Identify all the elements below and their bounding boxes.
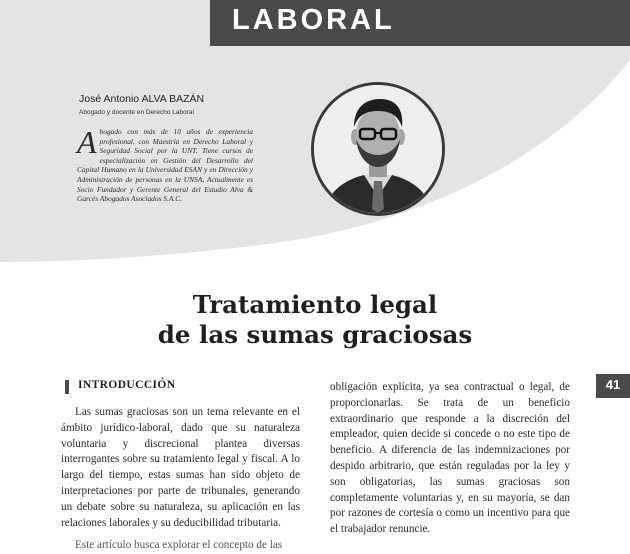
bio-text: bogado con más de 10 años de experiencia profesional, con Maestría en Derecho Laboral y Seguridad Social por la UNT. Tiene cursos de especialización en Gestión del Desarrollo del Capital Humano en la Universidad ESAN y en Dirección y Administración de personas en la UNSA, Actualmente es Socio Fundador y Gerente General del Estudio Alva & Garcés Abogados Asociados S.A.C. [77,127,253,204]
intro-heading-marker [65,380,69,394]
intro-heading: INTRODUCCIÓN [78,379,176,391]
author-bio [77,124,253,204]
body-left-paragraph: Las sumas graciosas son un tema relevante en el ámbito jurídico-laboral, dado que su naturaleza voluntaria y discrecional plantea diversas interrogantes sobre su tratamiento legal y fiscal. A lo largo del tiempo, estas sumas han sido objeto de interpretaciones por parte de tribunales, generando un debate sobre su naturaleza, su aplicación en las relaciones laborales y su deducibilidad tributaria. [61,406,300,529]
body-left-next-line: Este artículo busca explorar el concepto de las [75,539,283,551]
article-title [0,290,630,350]
body-right-paragraph: obligación explícita, ya sea contractual o legal, de proporcionarlas. Se trata de un beneficio extraordinario que responde a la discreción del empleador, quien decide si concede o no este tipo de beneficio. A diferencia de las indemnizaciones por despido arbitrario, que están reguladas por la ley y son obligatorias, las sumas graciosas son completamente voluntarias y, en su mayoría, se dan por razones de cortesía o como un incentivo para que el trabajador renuncie. [330,381,570,536]
section-label: LABORAL [232,4,395,36]
author-role: Abogado y docente en Derecho Laboral [79,109,194,116]
page-number: 41 [605,377,621,392]
title-line-2: de las sumas graciosas [157,320,473,349]
author-name: José Antonio ALVA BAZÁN [79,93,205,105]
bio-drop-cap: A [77,124,97,160]
author-portrait [311,82,445,216]
portrait-illustration [314,85,442,213]
title-line-1: Tratamiento legal [192,290,438,319]
